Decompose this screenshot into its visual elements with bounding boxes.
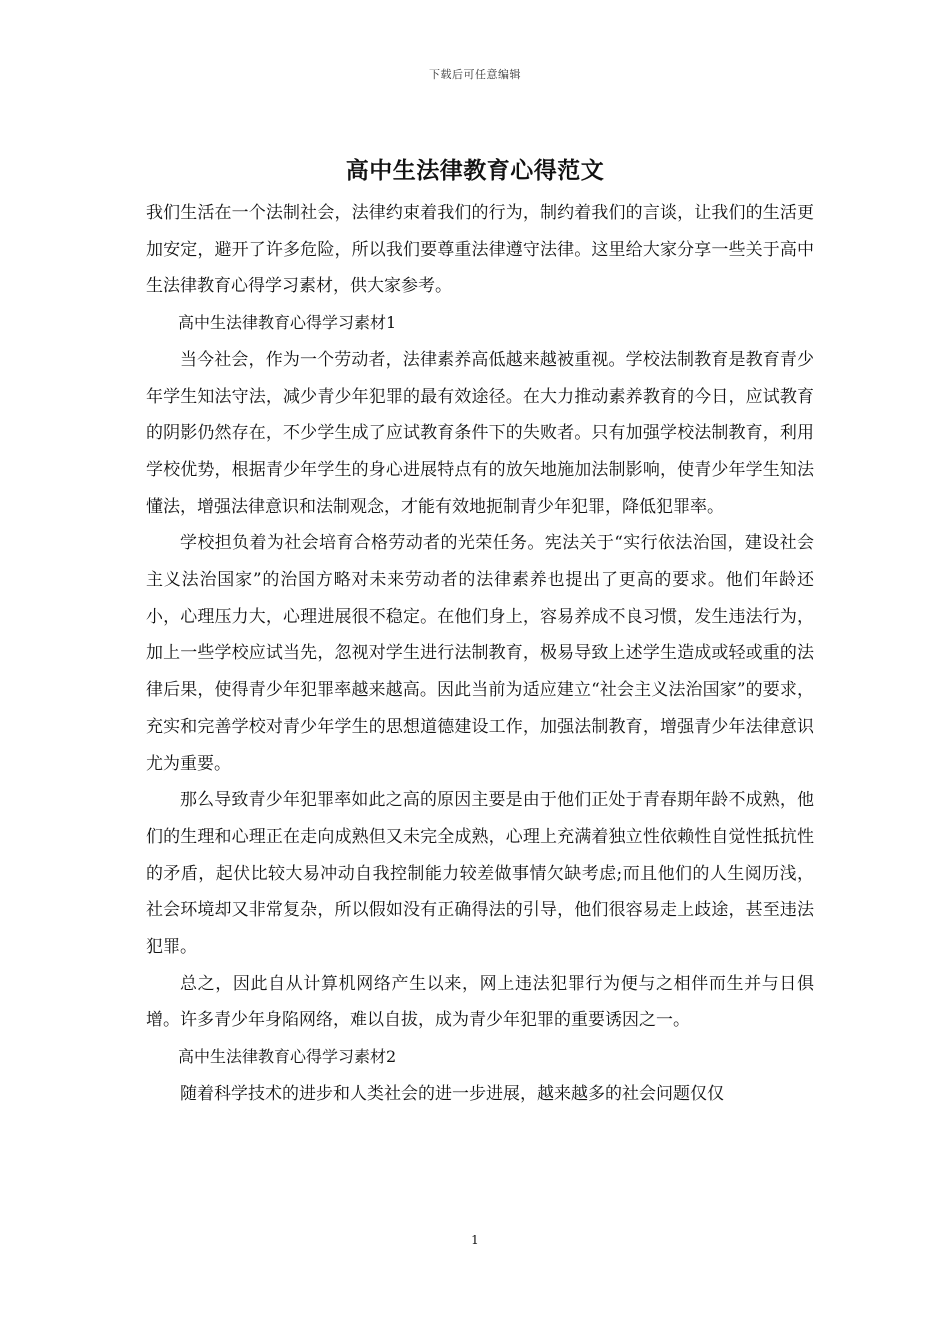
section-2-heading: 高中生法律教育心得学习素材2	[178, 1047, 397, 1067]
section-1-paragraph-3: 那么导致青少年犯罪率如此之高的原因主要是由于他们正处于青春期年龄不成熟，他们的生理和心理正在走向成熟但又未完全成熟，心理上充满着独立性依赖性自觉性抵抗性的矛盾，起伏比较大易冲动自我控制能力较差做事情欠缺考虑;而且他们的人生阅历浅，社会环境却又非常复杂，所以假如没有正确得法的引导，他们很容易走上歧途，甚至违法犯罪。	[146, 790, 814, 958]
section-1-paragraph-4: 总之，因此自从计算机网络产生以来，网上违法犯罪行为便与之相伴而生并与日俱增。许多青少年身陷网络，难以自拔，成为青少年犯罪的重要诱因之一。	[146, 973, 814, 1031]
section-1-paragraph-2: 学校担负着为社会培育合格劳动者的光荣任务。宪法关于“实行依法治国，建设社会主义法治国家”的治国方略对未来劳动者的法律素养也提出了更高的要求。他们年龄还小，心理压力大，心理进展很不稳定。在他们身上，容易养成不良习惯，发生违法行为，加上一些学校应试当先，忽视对学生进行法制教育，极易导致上述学生造成或轻或重的法律后果，使得青少年犯罪率越来越高。因此当前为适应建立“社会主义法治国家”的要求，充实和完善学校对青少年学生的思想道德建设工作，加强法制教育，增强青少年法律意识尤为重要。	[146, 533, 814, 774]
section-2-paragraph-1: 随着科学技术的进步和人类社会的进一步进展，越来越多的社会问题仅仅	[180, 1083, 724, 1104]
page-number: 1	[471, 1233, 479, 1247]
document-title: 高中生法律教育心得范文	[345, 157, 605, 184]
header-note: 下载后可任意编辑	[429, 68, 521, 81]
intro-paragraph: 我们生活在一个法制社会，法律约束着我们的行为，制约着我们的言谈，让我们的生活更加安定，避开了许多危险，所以我们要尊重法律遵守法律。这里给大家分享一些关于高中生法律教育心得学习素材，供大家参考。	[146, 203, 814, 297]
section-1-heading: 高中生法律教育心得学习素材1	[178, 313, 397, 333]
section-1-paragraph-1: 当今社会，作为一个劳动者，法律素养高低越来越被重视。学校法制教育是教育青少年学生知法守法，减少青少年犯罪的最有效途径。在大力推动素养教育的今日，应试教育的阴影仍然存在，不少学生成了应试教育条件下的失败者。只有加强学校法制教育，利用学校优势，根据青少年学生的身心进展特点有的放矢地施加法制影响，使青少年学生知法懂法，增强法律意识和法制观念，才能有效地扼制青少年犯罪，降低犯罪率。	[146, 349, 814, 517]
document-body	[146, 195, 814, 1113]
